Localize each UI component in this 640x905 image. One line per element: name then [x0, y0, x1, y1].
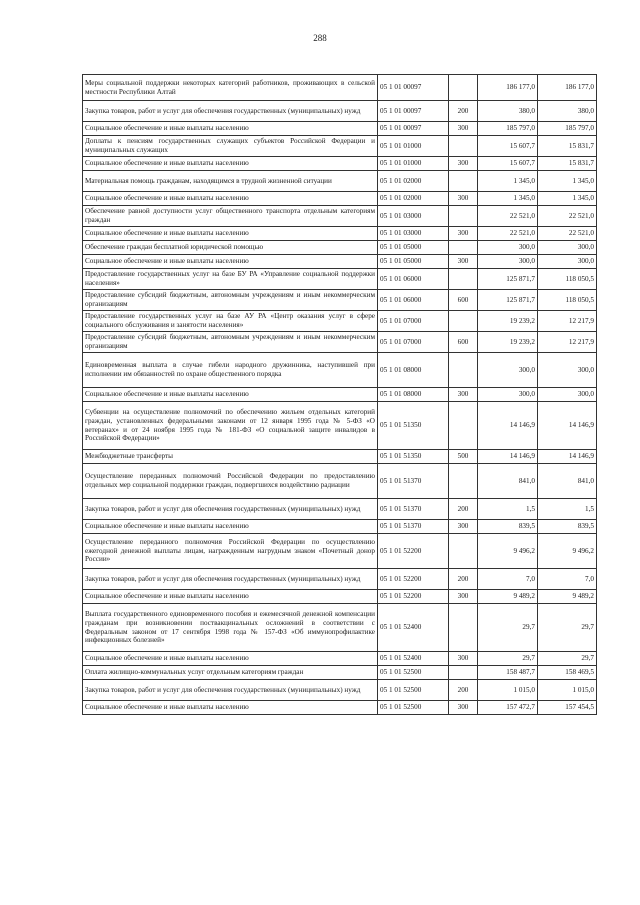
row-sum2-cell: 9 489,2 [538, 590, 597, 604]
row-code-cell: 05 1 01 51370 [378, 499, 449, 520]
row-sum2-cell: 841,0 [538, 464, 597, 499]
row-name-cell: Социальное обеспечение и иные выплаты населению [83, 255, 378, 269]
row-code-cell: 05 1 01 02000 [378, 171, 449, 192]
row-sum2-cell: 380,0 [538, 101, 597, 122]
row-type-cell [449, 311, 478, 332]
table-row [83, 464, 597, 499]
row-sum1-cell: 1 345,0 [478, 192, 538, 206]
row-name-cell: Закупка товаров, работ и услуг для обеспечения государственных (муниципальных) нужд [83, 680, 378, 701]
row-name-cell: Выплата государственного единовременного пособия и ежемесячной денежной компенсации гражданам при возникновении поствакцинальных осложнений в соответствии с Федеральным законом от 17 сентября 1998 года № 157-ФЗ «Об иммунопрофилактике инфекционных болезней» [83, 604, 378, 652]
row-sum2-cell: 300,0 [538, 353, 597, 388]
row-sum1-cell: 7,0 [478, 569, 538, 590]
row-sum2-cell: 29,7 [538, 604, 597, 652]
table-row [83, 450, 597, 464]
row-code-cell: 05 1 01 51350 [378, 402, 449, 450]
row-type-cell [449, 171, 478, 192]
row-name-cell: Межбюджетные трансферты [83, 450, 378, 464]
row-name-cell: Обеспечение граждан бесплатной юридической помощью [83, 241, 378, 255]
row-type-cell: 200 [449, 680, 478, 701]
row-type-cell [449, 269, 478, 290]
row-sum1-cell: 19 239,2 [478, 311, 538, 332]
row-name-cell: Социальное обеспечение и иные выплаты населению [83, 701, 378, 715]
row-sum1-cell: 22 521,0 [478, 206, 538, 227]
row-name-cell: Оплата жилищно-коммунальных услуг отдельным категориям граждан [83, 666, 378, 680]
row-code-cell: 05 1 01 08000 [378, 353, 449, 388]
row-code-cell: 05 1 01 03000 [378, 206, 449, 227]
row-code-cell: 05 1 01 52200 [378, 534, 449, 569]
row-type-cell: 300 [449, 520, 478, 534]
row-type-cell: 300 [449, 590, 478, 604]
row-sum1-cell: 9 489,2 [478, 590, 538, 604]
table-row [83, 75, 597, 101]
row-type-cell [449, 353, 478, 388]
row-sum2-cell: 22 521,0 [538, 206, 597, 227]
row-type-cell: 200 [449, 101, 478, 122]
row-name-cell: Предоставление государственных услуг на базе АУ РА «Центр оказания услуг в сфере социального обслуживания и занятости населения» [83, 311, 378, 332]
row-sum2-cell: 1,5 [538, 499, 597, 520]
row-sum2-cell: 185 797,0 [538, 122, 597, 136]
row-sum1-cell: 125 871,7 [478, 269, 538, 290]
row-type-cell [449, 75, 478, 101]
row-sum1-cell: 300,0 [478, 388, 538, 402]
row-type-cell: 300 [449, 192, 478, 206]
row-code-cell: 05 1 01 07000 [378, 311, 449, 332]
row-sum2-cell: 1 345,0 [538, 171, 597, 192]
row-sum2-cell: 300,0 [538, 241, 597, 255]
row-sum1-cell: 186 177,0 [478, 75, 538, 101]
row-name-cell: Материальная помощь гражданам, находящимся в трудной жизненной ситуации [83, 171, 378, 192]
row-sum1-cell: 14 146,9 [478, 402, 538, 450]
row-name-cell: Предоставление субсидий бюджетным, автономным учреждениям и иным некоммерческим организациям [83, 332, 378, 353]
table-row [83, 192, 597, 206]
row-name-cell: Осуществление переданных полномочий Российской Федерации по предоставлению отдельных мер социальной поддержки граждан, подвергшихся воздействию радиации [83, 464, 378, 499]
row-name-cell: Предоставление государственных услуг на базе БУ РА «Управление социальной поддержки населения» [83, 269, 378, 290]
table-row [83, 534, 597, 569]
row-sum1-cell: 15 607,7 [478, 157, 538, 171]
row-code-cell: 05 1 01 52400 [378, 604, 449, 652]
table-row [83, 499, 597, 520]
row-name-cell: Социальное обеспечение и иные выплаты населению [83, 192, 378, 206]
row-sum2-cell: 839,5 [538, 520, 597, 534]
row-sum1-cell: 300,0 [478, 353, 538, 388]
table-row [83, 227, 597, 241]
table-row [83, 590, 597, 604]
row-name-cell: Предоставление субсидий бюджетным, автономным учреждениям и иным некоммерческим организациям [83, 290, 378, 311]
table-row [83, 171, 597, 192]
row-type-cell: 200 [449, 499, 478, 520]
row-code-cell: 05 1 01 01000 [378, 157, 449, 171]
row-name-cell: Обеспечение равной доступности услуг общественного транспорта отдельным категориям граждан [83, 206, 378, 227]
row-sum2-cell: 300,0 [538, 255, 597, 269]
budget-table [82, 74, 597, 715]
row-type-cell [449, 241, 478, 255]
row-code-cell: 05 1 01 00097 [378, 75, 449, 101]
row-code-cell: 05 1 01 52500 [378, 701, 449, 715]
row-name-cell: Закупка товаров, работ и услуг для обеспечения государственных (муниципальных) нужд [83, 499, 378, 520]
row-type-cell: 300 [449, 652, 478, 666]
row-sum2-cell: 300,0 [538, 388, 597, 402]
row-code-cell: 05 1 01 06000 [378, 269, 449, 290]
row-sum1-cell: 841,0 [478, 464, 538, 499]
row-code-cell: 05 1 01 52500 [378, 680, 449, 701]
table-row [83, 157, 597, 171]
table-row [83, 680, 597, 701]
row-type-cell: 300 [449, 701, 478, 715]
row-code-cell: 05 1 01 52200 [378, 569, 449, 590]
table-row [83, 666, 597, 680]
row-code-cell: 05 1 01 52400 [378, 652, 449, 666]
row-sum1-cell: 300,0 [478, 255, 538, 269]
row-type-cell [449, 206, 478, 227]
row-code-cell: 05 1 01 08000 [378, 388, 449, 402]
row-name-cell: Доплаты к пенсиям государственных служащих субъектов Российской Федерации и муниципальных служащих [83, 136, 378, 157]
row-sum1-cell: 839,5 [478, 520, 538, 534]
row-name-cell: Социальное обеспечение и иные выплаты населению [83, 388, 378, 402]
table-row [83, 122, 597, 136]
table-row [83, 520, 597, 534]
budget-table-body [83, 75, 597, 715]
row-sum1-cell: 125 871,7 [478, 290, 538, 311]
row-code-cell: 05 1 01 51370 [378, 520, 449, 534]
row-sum1-cell: 1,5 [478, 499, 538, 520]
row-sum2-cell: 12 217,9 [538, 311, 597, 332]
row-type-cell: 600 [449, 290, 478, 311]
row-name-cell: Закупка товаров, работ и услуг для обеспечения государственных (муниципальных) нужд [83, 569, 378, 590]
table-row [83, 402, 597, 450]
row-name-cell: Социальное обеспечение и иные выплаты населению [83, 227, 378, 241]
row-sum2-cell: 15 831,7 [538, 136, 597, 157]
row-code-cell: 05 1 01 00097 [378, 122, 449, 136]
row-name-cell: Социальное обеспечение и иные выплаты населению [83, 590, 378, 604]
row-sum1-cell: 29,7 [478, 652, 538, 666]
row-name-cell: Субвенции на осуществление полномочий по обеспечению жильем отдельных категорий граждан, установленных федеральными законами от 12 января 1995 года № 5-ФЗ «О ветеранах» и от 24 ноября 1995 года № 181-ФЗ «О социальной защите инвалидов в Российской Федерации» [83, 402, 378, 450]
row-sum1-cell: 185 797,0 [478, 122, 538, 136]
row-name-cell: Единовременная выплата в случае гибели народного дружинника, наступившей при исполнении им обязанностей по охране общественного порядка [83, 353, 378, 388]
table-row [83, 269, 597, 290]
table-row [83, 241, 597, 255]
row-sum1-cell: 300,0 [478, 241, 538, 255]
row-type-cell: 600 [449, 332, 478, 353]
table-row [83, 255, 597, 269]
row-code-cell: 05 1 01 03000 [378, 227, 449, 241]
table-row [83, 604, 597, 652]
table-row [83, 290, 597, 311]
row-code-cell: 05 1 01 52500 [378, 666, 449, 680]
row-type-cell: 500 [449, 450, 478, 464]
row-name-cell: Меры социальной поддержки некоторых категорий работников, проживающих в сельской местности Республики Алтай [83, 75, 378, 101]
row-type-cell [449, 464, 478, 499]
table-row [83, 332, 597, 353]
row-sum2-cell: 7,0 [538, 569, 597, 590]
row-sum2-cell: 1 345,0 [538, 192, 597, 206]
row-type-cell: 300 [449, 157, 478, 171]
row-sum1-cell: 158 487,7 [478, 666, 538, 680]
row-sum2-cell: 157 454,5 [538, 701, 597, 715]
row-sum2-cell: 9 496,2 [538, 534, 597, 569]
row-sum2-cell: 158 469,5 [538, 666, 597, 680]
row-name-cell: Осуществление переданного полномочия Российской Федерации по осуществлению ежегодной денежной выплаты лицам, награжденным нагрудным знаком «Почетный донор России» [83, 534, 378, 569]
row-sum2-cell: 1 015,0 [538, 680, 597, 701]
row-sum2-cell: 15 831,7 [538, 157, 597, 171]
row-type-cell: 300 [449, 227, 478, 241]
row-code-cell: 05 1 01 52200 [378, 590, 449, 604]
row-type-cell [449, 402, 478, 450]
row-name-cell: Социальное обеспечение и иные выплаты населению [83, 520, 378, 534]
row-code-cell: 05 1 01 05000 [378, 241, 449, 255]
row-code-cell: 05 1 01 06000 [378, 290, 449, 311]
row-type-cell [449, 604, 478, 652]
row-type-cell: 300 [449, 255, 478, 269]
row-code-cell: 05 1 01 05000 [378, 255, 449, 269]
row-sum2-cell: 186 177,0 [538, 75, 597, 101]
table-row [83, 569, 597, 590]
table-row [83, 101, 597, 122]
row-sum2-cell: 29,7 [538, 652, 597, 666]
row-code-cell: 05 1 01 51370 [378, 464, 449, 499]
row-sum1-cell: 9 496,2 [478, 534, 538, 569]
row-sum2-cell: 14 146,9 [538, 402, 597, 450]
row-code-cell: 05 1 01 00097 [378, 101, 449, 122]
row-sum1-cell: 157 472,7 [478, 701, 538, 715]
row-code-cell: 05 1 01 02000 [378, 192, 449, 206]
row-type-cell [449, 666, 478, 680]
row-name-cell: Социальное обеспечение и иные выплаты населению [83, 122, 378, 136]
table-row [83, 388, 597, 402]
row-type-cell: 300 [449, 122, 478, 136]
row-type-cell: 300 [449, 388, 478, 402]
row-type-cell: 200 [449, 569, 478, 590]
row-sum2-cell: 118 050,5 [538, 290, 597, 311]
row-sum2-cell: 118 050,5 [538, 269, 597, 290]
table-row [83, 311, 597, 332]
table-row [83, 206, 597, 227]
row-sum1-cell: 1 345,0 [478, 171, 538, 192]
table-row [83, 652, 597, 666]
row-name-cell: Социальное обеспечение и иные выплаты населению [83, 157, 378, 171]
row-sum1-cell: 15 607,7 [478, 136, 538, 157]
row-code-cell: 05 1 01 01000 [378, 136, 449, 157]
row-type-cell [449, 534, 478, 569]
row-sum2-cell: 14 146,9 [538, 450, 597, 464]
page-number: 288 [313, 33, 327, 43]
row-sum1-cell: 19 239,2 [478, 332, 538, 353]
row-sum2-cell: 22 521,0 [538, 227, 597, 241]
row-code-cell: 05 1 01 51350 [378, 450, 449, 464]
row-type-cell [449, 136, 478, 157]
row-sum1-cell: 380,0 [478, 101, 538, 122]
row-name-cell: Закупка товаров, работ и услуг для обеспечения государственных (муниципальных) нужд [83, 101, 378, 122]
row-sum1-cell: 1 015,0 [478, 680, 538, 701]
table-row [83, 353, 597, 388]
row-code-cell: 05 1 01 07000 [378, 332, 449, 353]
row-sum1-cell: 14 146,9 [478, 450, 538, 464]
table-row [83, 701, 597, 715]
row-name-cell: Социальное обеспечение и иные выплаты населению [83, 652, 378, 666]
table-row [83, 136, 597, 157]
row-sum2-cell: 12 217,9 [538, 332, 597, 353]
row-sum1-cell: 29,7 [478, 604, 538, 652]
row-sum1-cell: 22 521,0 [478, 227, 538, 241]
